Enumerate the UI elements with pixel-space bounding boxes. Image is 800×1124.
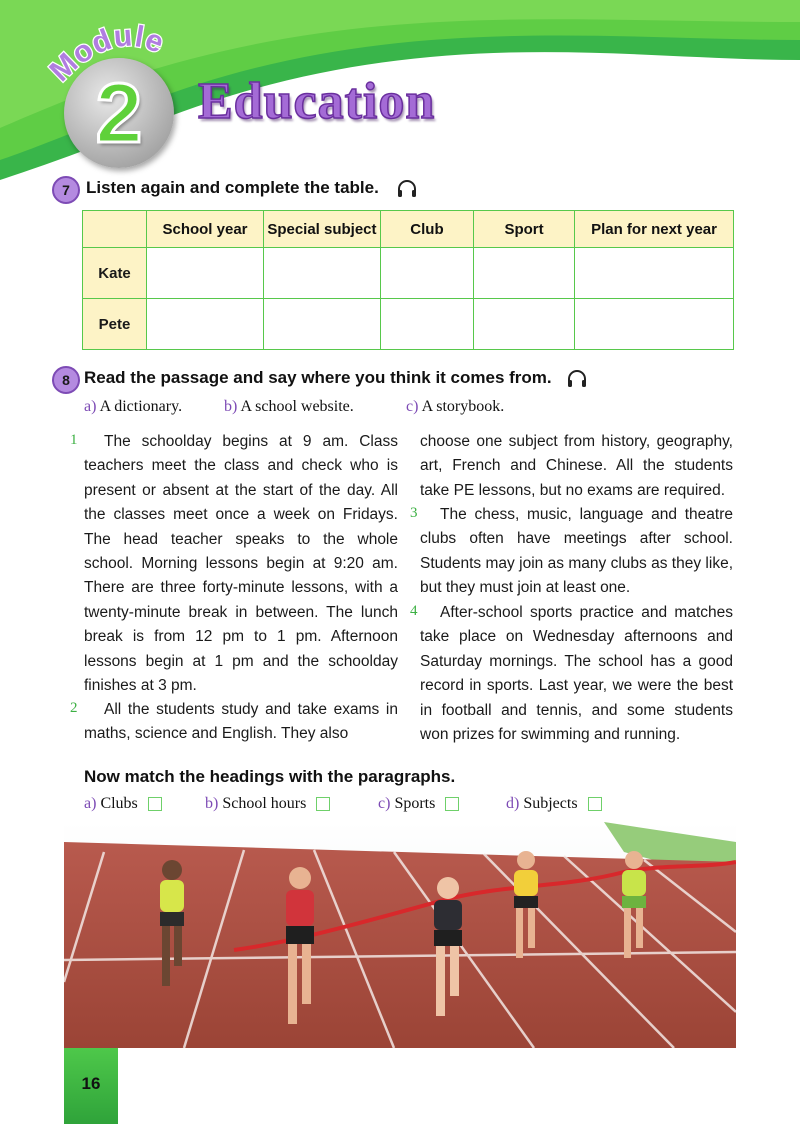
option-text: Sports xyxy=(394,795,436,812)
table-header-row xyxy=(83,211,734,248)
svg-text:Module xyxy=(43,19,168,88)
option-text: School hours xyxy=(222,795,307,812)
table-corner-cell xyxy=(83,211,147,248)
option-letter: b) xyxy=(205,795,219,812)
paragraph-1: The schoolday begins at 9 am. Class teachers meet the class and check who is present or absent at the start of the day. All the classes meet once a week on Fridays. The head teacher speaks to the whole school. Morning lessons begin at 9:20 am. There are three forty-minute lessons, with a twenty-minute break in between. The lunch break is from 12 pm to 1 pm. Afternoon lessons begin at 1 pm and the schoolday finishes at 3 pm. xyxy=(84,433,398,695)
option-text: Clubs xyxy=(100,795,138,812)
module-word xyxy=(40,18,210,98)
exercise-8-number: 8 xyxy=(52,366,80,394)
heading-option-clubs[interactable] xyxy=(84,795,162,813)
headphones-icon xyxy=(396,178,418,200)
paragraph-4: After-school sports practice and matches take place on Wednesday afternoons and Saturday mornings. The school has a good record in sports. Last year, we were the best in football and tennis, and some students won prizes for swimming and running. xyxy=(420,604,733,744)
row-label: Pete xyxy=(83,299,147,350)
option-text: A storybook. xyxy=(421,398,505,415)
answer-cell[interactable] xyxy=(575,248,734,299)
column-header: Club xyxy=(380,211,473,248)
option-letter: b) xyxy=(224,398,238,415)
option-letter: c) xyxy=(406,398,419,415)
table-row xyxy=(83,248,734,299)
page-number: 16 xyxy=(81,1074,101,1093)
column-header: Sport xyxy=(474,211,575,248)
answer-cell[interactable] xyxy=(474,248,575,299)
answer-cell[interactable] xyxy=(575,299,734,350)
module-word-text: Module xyxy=(43,19,169,89)
option-letter: c) xyxy=(378,795,391,812)
answer-checkbox[interactable] xyxy=(148,797,162,811)
answer-cell[interactable] xyxy=(263,299,380,350)
answer-cell[interactable] xyxy=(263,248,380,299)
column-header: Plan for next year xyxy=(575,211,734,248)
paragraph-number: 2 xyxy=(70,700,78,716)
paragraph-number: 4 xyxy=(410,603,418,619)
option-letter: a) xyxy=(84,398,97,415)
heading-option-sports[interactable] xyxy=(378,795,459,813)
exercise-7-instruction: Listen again and complete the table. xyxy=(86,178,379,197)
page-title: Education xyxy=(198,73,436,130)
source-option-c[interactable] xyxy=(406,398,504,416)
paragraph-number: 3 xyxy=(410,505,418,521)
option-text: Subjects xyxy=(523,795,578,812)
paragraph-3: The chess, music, language and theatre clubs often have meetings after school. Students may join as many clubs as they like, but they must join at least one. xyxy=(420,506,733,597)
option-text: A dictionary. xyxy=(99,398,183,415)
paragraph-number: 1 xyxy=(70,432,78,448)
headphones-icon xyxy=(566,368,588,390)
heading-option-school-hours[interactable] xyxy=(205,795,330,813)
column-header: School year xyxy=(147,211,264,248)
exercise-7-number: 7 xyxy=(52,176,80,204)
paragraph-2-continued: choose one subject from history, geography, art, French and Chinese. All the students take PE lessons, but no exams are required. xyxy=(420,433,733,499)
track-race-photo xyxy=(64,822,736,1048)
paragraph-2: All the students study and take exams in maths, science and English. They also xyxy=(84,701,398,743)
answer-cell[interactable] xyxy=(380,299,473,350)
row-label: Kate xyxy=(83,248,147,299)
answer-checkbox[interactable] xyxy=(588,797,602,811)
option-letter: d) xyxy=(506,795,520,812)
answer-cell[interactable] xyxy=(474,299,575,350)
match-instruction: Now match the headings with the paragraphs. xyxy=(84,767,456,786)
answer-cell[interactable] xyxy=(147,248,264,299)
answer-table xyxy=(82,210,734,350)
answer-cell[interactable] xyxy=(147,299,264,350)
option-letter: a) xyxy=(84,795,97,812)
exercise-8-instruction: Read the passage and say where you think it comes from. xyxy=(84,368,552,387)
answer-cell[interactable] xyxy=(380,248,473,299)
source-option-b[interactable] xyxy=(224,398,354,416)
option-text: A school website. xyxy=(240,398,354,415)
source-option-a[interactable] xyxy=(84,398,182,416)
table-row xyxy=(83,299,734,350)
heading-option-subjects[interactable] xyxy=(506,795,602,813)
answer-checkbox[interactable] xyxy=(445,797,459,811)
module-number: 2 xyxy=(95,66,143,160)
answer-checkbox[interactable] xyxy=(316,797,330,811)
column-header: Special subject xyxy=(263,211,380,248)
